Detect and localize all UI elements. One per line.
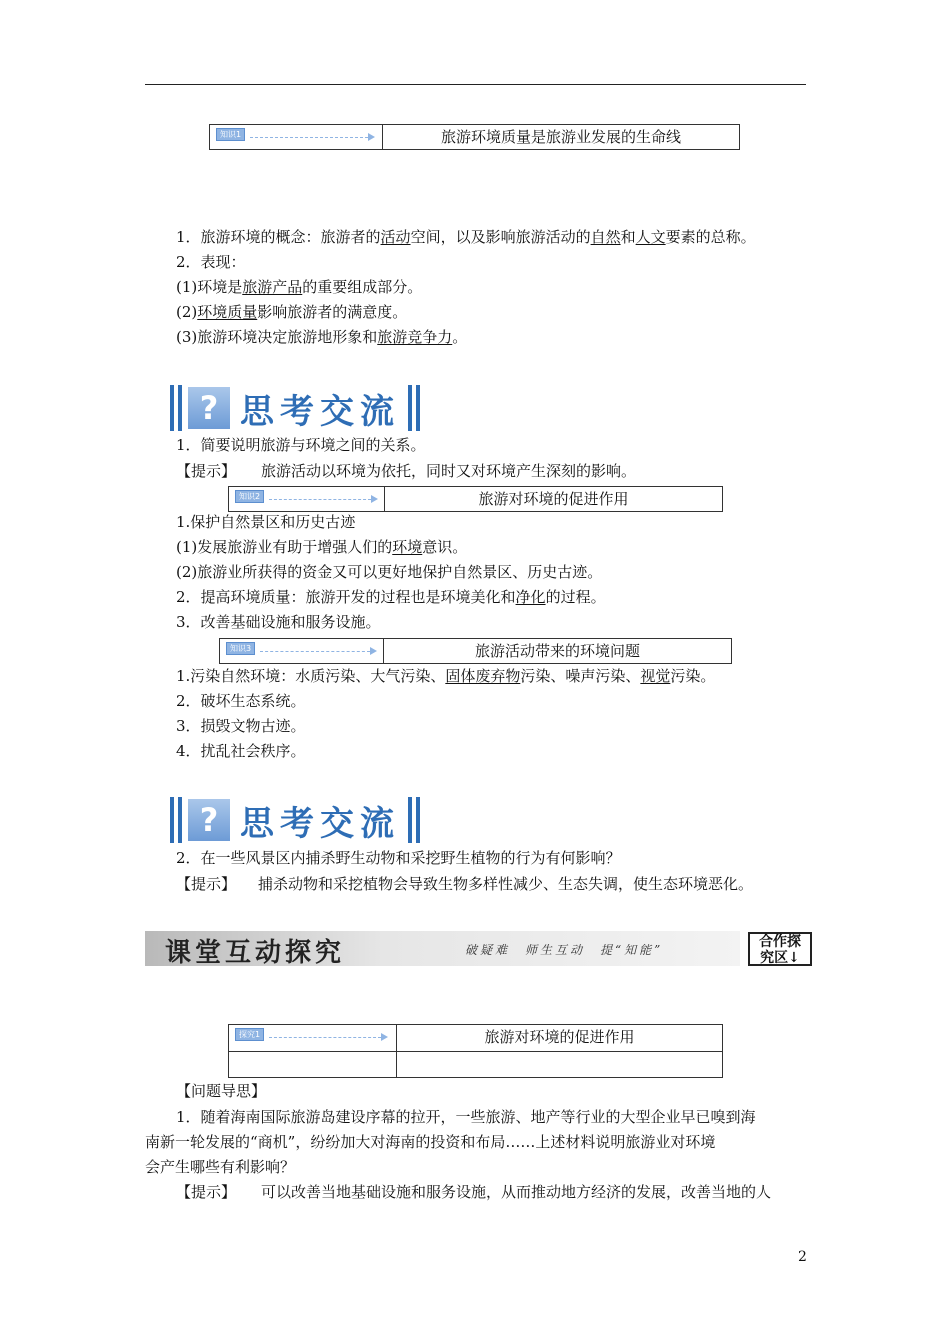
think-2-hint-label: 【提示】 [176,875,237,893]
answer-blank: 固体废弃物 [445,667,521,685]
arrow-right-icon [381,1033,388,1041]
header-rule [145,84,806,85]
body-line: (3)旅游环境决定旅游地形象和旅游竞争力。 [176,328,468,346]
body-line: 2．提高环境质量：旅游开发的过程也是环境美化和净化的过程。 [176,588,606,606]
answer-blank: 自然 [590,228,621,246]
section-3-title: 旅游活动带来的环境问题 [474,642,640,660]
body-line: (2)环境质量影响旅游者的满意度。 [176,303,408,321]
section-1-title: 旅游环境质量是旅游业发展的生命线 [440,128,681,146]
banner-subtitle: 破疑难 师生互动 提“知能” [465,943,664,957]
body-line: 3．损毁文物古迹。 [176,717,306,735]
answer-blank: 环境 [392,538,423,556]
classroom-interaction-banner [145,931,740,966]
section-3-header [219,638,732,664]
section-1-tag: 知识1 [216,128,245,141]
explore-1-tag: 探究1 [235,1028,264,1041]
cooperation-badge [748,932,812,966]
answer-blank: 环境质量 [197,303,258,321]
think-2-hint: 捕杀动物和采挖植物会导致生物多样性减少、生态失调，使生态环境恶化。 [258,875,754,893]
final-hint: 可以改善当地基础设施和服务设施，从而推动地方经济的发展，改善当地的人 [261,1183,772,1201]
think-1-question: 1．简要说明旅游与环境之间的关系。 [176,436,426,454]
body-line: 2．破坏生态系统。 [176,692,306,710]
body-line: 1.保护自然景区和历史古迹 [176,513,356,531]
arrow-right-icon [368,133,375,141]
guide-line-3: 会产生哪些有利影响？ [145,1158,296,1176]
think-exchange-label: 思考交流 [240,803,400,844]
page-number: 2 [798,1249,807,1265]
body-line: (2)旅游业所获得的资金又可以更好地保护自然景区、历史古迹。 [176,563,603,581]
think-exchange-banner-2 [170,794,420,846]
arrow-right-icon [371,495,378,503]
explore-1-title: 旅游对环境的促进作用 [484,1028,635,1046]
badge-line-2: 究区↓ [760,950,800,966]
answer-blank: 净化 [515,588,546,606]
think-1-hint-label: 【提示】 [176,462,237,480]
answer-blank: 人文 [635,228,666,246]
section-2-title: 旅游对环境的促进作用 [478,490,629,508]
body-line: 4．扰乱社会秩序。 [176,742,306,760]
explore-1-table [228,1024,723,1078]
answer-blank: 活动 [380,228,411,246]
question-icon: ? [188,387,230,429]
body-line: (1)环境是旅游产品的重要组成部分。 [176,278,423,296]
body-line: 2．表现： [176,253,246,271]
answer-blank: 旅游产品 [242,278,303,296]
answer-blank: 旅游竞争力 [377,328,453,346]
section-1-header [209,124,740,150]
section-2-tag: 知识2 [235,490,264,503]
body-line: 1.污染自然环境：水质污染、大气污染、固体废弃物污染、噪声污染、视觉污染。 [176,667,716,685]
section-2-header [228,486,723,512]
guide-label: 【问题导思】 [176,1082,267,1100]
body-line: 1．旅游环境的概念：旅游者的活动空间，以及影响旅游活动的自然和人文要素的总称。 [176,228,756,246]
think-2-question: 2．在一些风景区内捕杀野生动物和采挖野生植物的行为有何影响？ [176,849,621,867]
think-exchange-label: 思考交流 [240,391,400,432]
banner-title: 课堂互动探究 [165,938,346,968]
think-exchange-banner-1 [170,382,420,434]
question-icon: ? [188,799,230,841]
think-1-hint: 旅游活动以环境为依托，同时又对环境产生深刻的影响。 [261,462,637,480]
guide-line-2: 南新一轮发展的“商机”，纷纷加大对海南的投资和布局……上述材料说明旅游业对环境 [145,1133,716,1151]
guide-line-1: 1．随着海南国际旅游岛建设序幕的拉开，一些旅游、地产等行业的大型企业早已嗅到海 [176,1108,756,1126]
badge-line-1: 合作探 [759,934,801,950]
body-line: (1)发展旅游业有助于增强人们的环境意识。 [176,538,468,556]
body-line: 3．改善基础设施和服务设施。 [176,613,381,631]
final-hint-label: 【提示】 [176,1183,237,1201]
arrow-right-icon [370,647,377,655]
answer-blank: 视觉 [640,667,671,685]
section-3-tag: 知识3 [226,642,255,655]
